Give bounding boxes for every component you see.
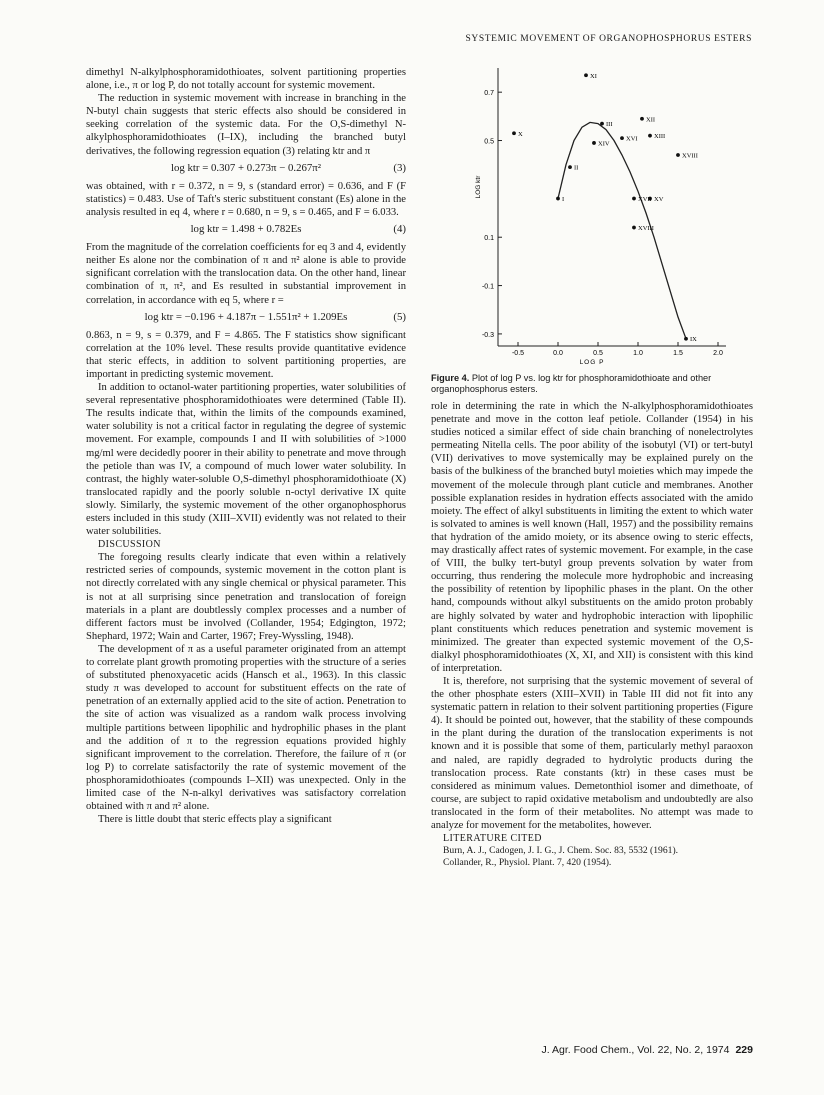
page-footer [542, 1044, 753, 1056]
data-point-label: XVIII [638, 225, 654, 233]
paragraph: The reduction in systemic movement with increase in branching in the N-butyl chain suggests that steric effects also should be considered in seeking correlation of the systemic data. For the O,S-dimethyl N-alkylphosphoramidothioates (I–IX), including the branched butyl derivatives, the following regression equation (3) relating ktr and π [86, 93, 406, 157]
data-point-label: XII [646, 116, 656, 124]
data-point-label: XVII [638, 196, 652, 204]
data-point [640, 117, 644, 121]
equation-body: log ktr = 1.498 + 0.782Es [190, 223, 302, 236]
data-point-label: IX [690, 336, 697, 344]
equation-number: (3) [393, 161, 406, 174]
data-point [620, 136, 624, 140]
data-point [648, 134, 652, 138]
caption-text: Plot of log P vs. log ktr for phosphoramidothioate and other organophosphorus esters. [431, 373, 712, 394]
paragraph: In addition to octanol-water partitioning properties, water solubilities of several representative phosphoramidothioates were determined (Table II). The results indicate that, within the limits of the compounds examined, water solubility is not a critical factor in regulating the degree of systemic movement. For example, compounds I and II with solubilities of >1000 mg/ml were decidedly poorer in their ability to penetrate and move through the petiole than was IV, a compound of much lower water solubility. In contrast, the highly water-soluble O,S-dimethyl phosphoramidothioate (X) translocated rapidly and the poorly soluble n-octyl derivative IX quite slowly. Similarly, the systemic movement of the other organophosphorus esters included in this study (XIII–XVII) evidently was not related to their water solubilities. [86, 382, 406, 538]
section-heading-discussion: DISCUSSION [98, 539, 161, 551]
equation-5 [86, 311, 406, 324]
equation-3 [86, 162, 406, 175]
data-point [592, 141, 596, 145]
x-tick-label: 0.5 [593, 350, 603, 357]
data-point-label: II [574, 164, 579, 172]
data-point [632, 197, 636, 201]
data-point-label: XVIII [682, 152, 698, 160]
paragraph: role in determining the rate in which the N-alkylphosphoramidothioates penetrate and move in the cotton leaf petiole. Collander (1954) in his studies noticed a similar effect of side chain branching of nonelectrolytes permeating Nitella cells. The poor ability of the isobutyl (VI) or tert-butyl (VII) derivatives to move systemically may be explained purely on the basis of the bulkiness of the branched butyl moieties which may impede the movement of the molecule through plant cuticle and membranes. Another possible explanation resides in hydration effects associated with the amido moiety. The effect of alkyl substituents in limiting the extent to which water is solvated to amines is well known (Hall, 1957) and the possibility remains that hydration of the amido moiety, or its absence owing to steric effects, may drastically affect rates of systemic movement. For example, in the case of VIII, the bulky tert-butyl group prevents solvation by water from occurring, thus rendering the molecule more hydrophobic and increasing the possibility of retention by lipophilic phases in the plant. On the other hand, compounds without alkyl substituents on the amido proton probably are highly solvated by water and hydrophobic interaction with lipophilic plant constituents which reduces penetration and systemic movement is minimized. The greater than expected systemic movement of the O,S-dialkyl phosphoramidothioates (X, XI, and XII) is consistent with this kind of interpretation. [431, 401, 753, 674]
equation-number: (4) [393, 223, 406, 236]
data-point [600, 122, 604, 126]
data-point-label: XIV [598, 140, 610, 148]
data-point-label: X [518, 130, 523, 138]
paragraph: It is, therefore, not surprising that the systemic movement of several of the other phosphate esters (XIII–XVII) in Table III did not fit into any systematic pattern in relation to their solvent partitioning properties (Figure 4). It should be pointed out, however, that the stability of these compounds in the plant during the duration of the translocation experiments is not known and it is possible that some of them, particularly methyl paraoxon and naled, are rapidly degraded to hydrolytic products during the translocation process. Rate constants (ktr) in these cases must be considered as minimum values. Demetonthiol isomer and dimethoate, of course, are subject to rapid oxidative metabolism and undoubtedly are also translocated in the form of their metabolites. No attempt was made to analyze for movement for the metabolites, however. [431, 675, 753, 831]
figure-caption [431, 373, 751, 395]
data-point [584, 73, 588, 77]
data-point-label: XIII [654, 133, 666, 141]
equation-body: log ktr = −0.196 + 4.187π − 1.551π² + 1.209Es [144, 310, 348, 323]
journal-citation: J. Agr. Food Chem., Vol. 22, No. 2, 1974 [541, 1044, 730, 1056]
section-heading-literature: LITERATURE CITED [443, 833, 542, 845]
equation-4 [86, 223, 406, 236]
caption-label: Figure 4. [431, 373, 470, 383]
y-tick-label: 0.5 [484, 138, 494, 146]
paragraph: was obtained, with r = 0.372, n = 9, s (standard error) = 0.636, and F (F statistics) = 0.483. Use of Taft's steric substituent constant (Es) alone in the analysis resulted in eq 4, where r = 0.680, n = 9, s = 0.465, and F = 6.033. [86, 180, 406, 218]
data-point [512, 131, 516, 135]
equation-body: log ktr = 0.307 + 0.273π − 0.267π² [171, 161, 321, 174]
reference: Collander, R., Physiol. Plant. 7, 420 (1954). [443, 857, 612, 869]
left-column [86, 66, 406, 826]
data-point [676, 153, 680, 157]
paragraph: dimethyl N-alkylphosphoramidothioates, solvent partitioning properties alone, i.e., π or log P, do not totally account for systemic movement. [86, 67, 406, 92]
x-tick-label: -0.5 [511, 350, 525, 357]
reference: Burn, A. J., Cadogen, J. I. G., J. Chem. Soc. 83, 5532 (1961). [443, 845, 679, 857]
x-tick-label: 1.0 [633, 350, 643, 357]
data-point-label: I [562, 196, 565, 204]
x-tick-label: 2.0 [713, 350, 723, 357]
x-tick-label: 0.0 [553, 350, 563, 357]
data-point [684, 337, 688, 341]
data-point [632, 226, 636, 230]
equation-number: (5) [393, 310, 406, 323]
data-point [556, 197, 560, 201]
paragraph: There is little doubt that steric effects play a significant [98, 814, 332, 826]
x-axis-label: LOG P [579, 359, 605, 366]
data-point-label: XV [654, 196, 664, 204]
x-tick-label: 1.5 [673, 350, 683, 357]
fitted-curve [558, 122, 686, 338]
paragraph: The foregoing results clearly indicate that even within a relatively restricted series of compounds, systemic movement in the cotton plant is not directly correlated with any single chemical or physical parameter. This is not at all surprising since penetration and translocation of foreign materials in a plant are doubtlessly complex processes and a number of different factors must be involved (Collander, 1954; Edgington, 1972; Shephard, 1972; Wain and Carter, 1967; Frey-Wyssling, 1948). [86, 552, 406, 642]
data-point [568, 165, 572, 169]
y-tick-label: 0.1 [484, 235, 494, 243]
data-point-label: XVI [626, 135, 638, 143]
figure-4-chart [456, 56, 746, 368]
running-head: SYSTEMIC MOVEMENT OF ORGANOPHOSPHORUS ESTERS [465, 34, 752, 44]
data-point-label: III [606, 121, 613, 129]
y-tick-label: 0.7 [484, 90, 494, 98]
y-tick-label: -0.3 [481, 331, 494, 339]
y-tick-label: -0.1 [481, 283, 494, 291]
page-number: 229 [735, 1044, 753, 1056]
right-column [431, 400, 753, 869]
paragraph: 0.863, n = 9, s = 0.379, and F = 4.865. The F statistics show significant correlation at the 10% level. These results provide quantitative evidence that steric effects, in addition to solvent partitioning properties, are important in predicting systemic movement. [86, 329, 406, 380]
paragraph: From the magnitude of the correlation coefficients for eq 3 and 4, evidently neither Es alone nor the combination of π and π² alone is able to provide significant correlation with the translocation data. On the other hand, linear combination of π, π², and Es resulted in substantial improvement in correlation, in accordance with eq 5, where r = [86, 242, 406, 306]
data-point-label: XI [590, 72, 597, 80]
paragraph: The development of π as a useful parameter originated from an attempt to correlate plant growth promoting properties with the structure of a series of substituted phenoxyacetic acids (Hansch et al., 1963). In this classic study π was developed to account for substituent effects on the rate of penetration of an externally applied acid to the site of action. Penetration to the site of action was visualized as a random walk process involving multiple partitions between lipophilic and hydrophilic phases in the plant and the addition of π to the regression equations provided highly significant improvement to the correlation. Therefore, the failure of π (or log P) to correlate satisfactorily the rate of systemic movement of the phosphoramidothioates (compounds I–XII) was unexpected. Only in the limited case of the N-n-alkyl derivatives was satisfactory correlation obtained with π and π² alone. [86, 643, 406, 813]
y-axis-label: LOG ktr [475, 175, 482, 199]
